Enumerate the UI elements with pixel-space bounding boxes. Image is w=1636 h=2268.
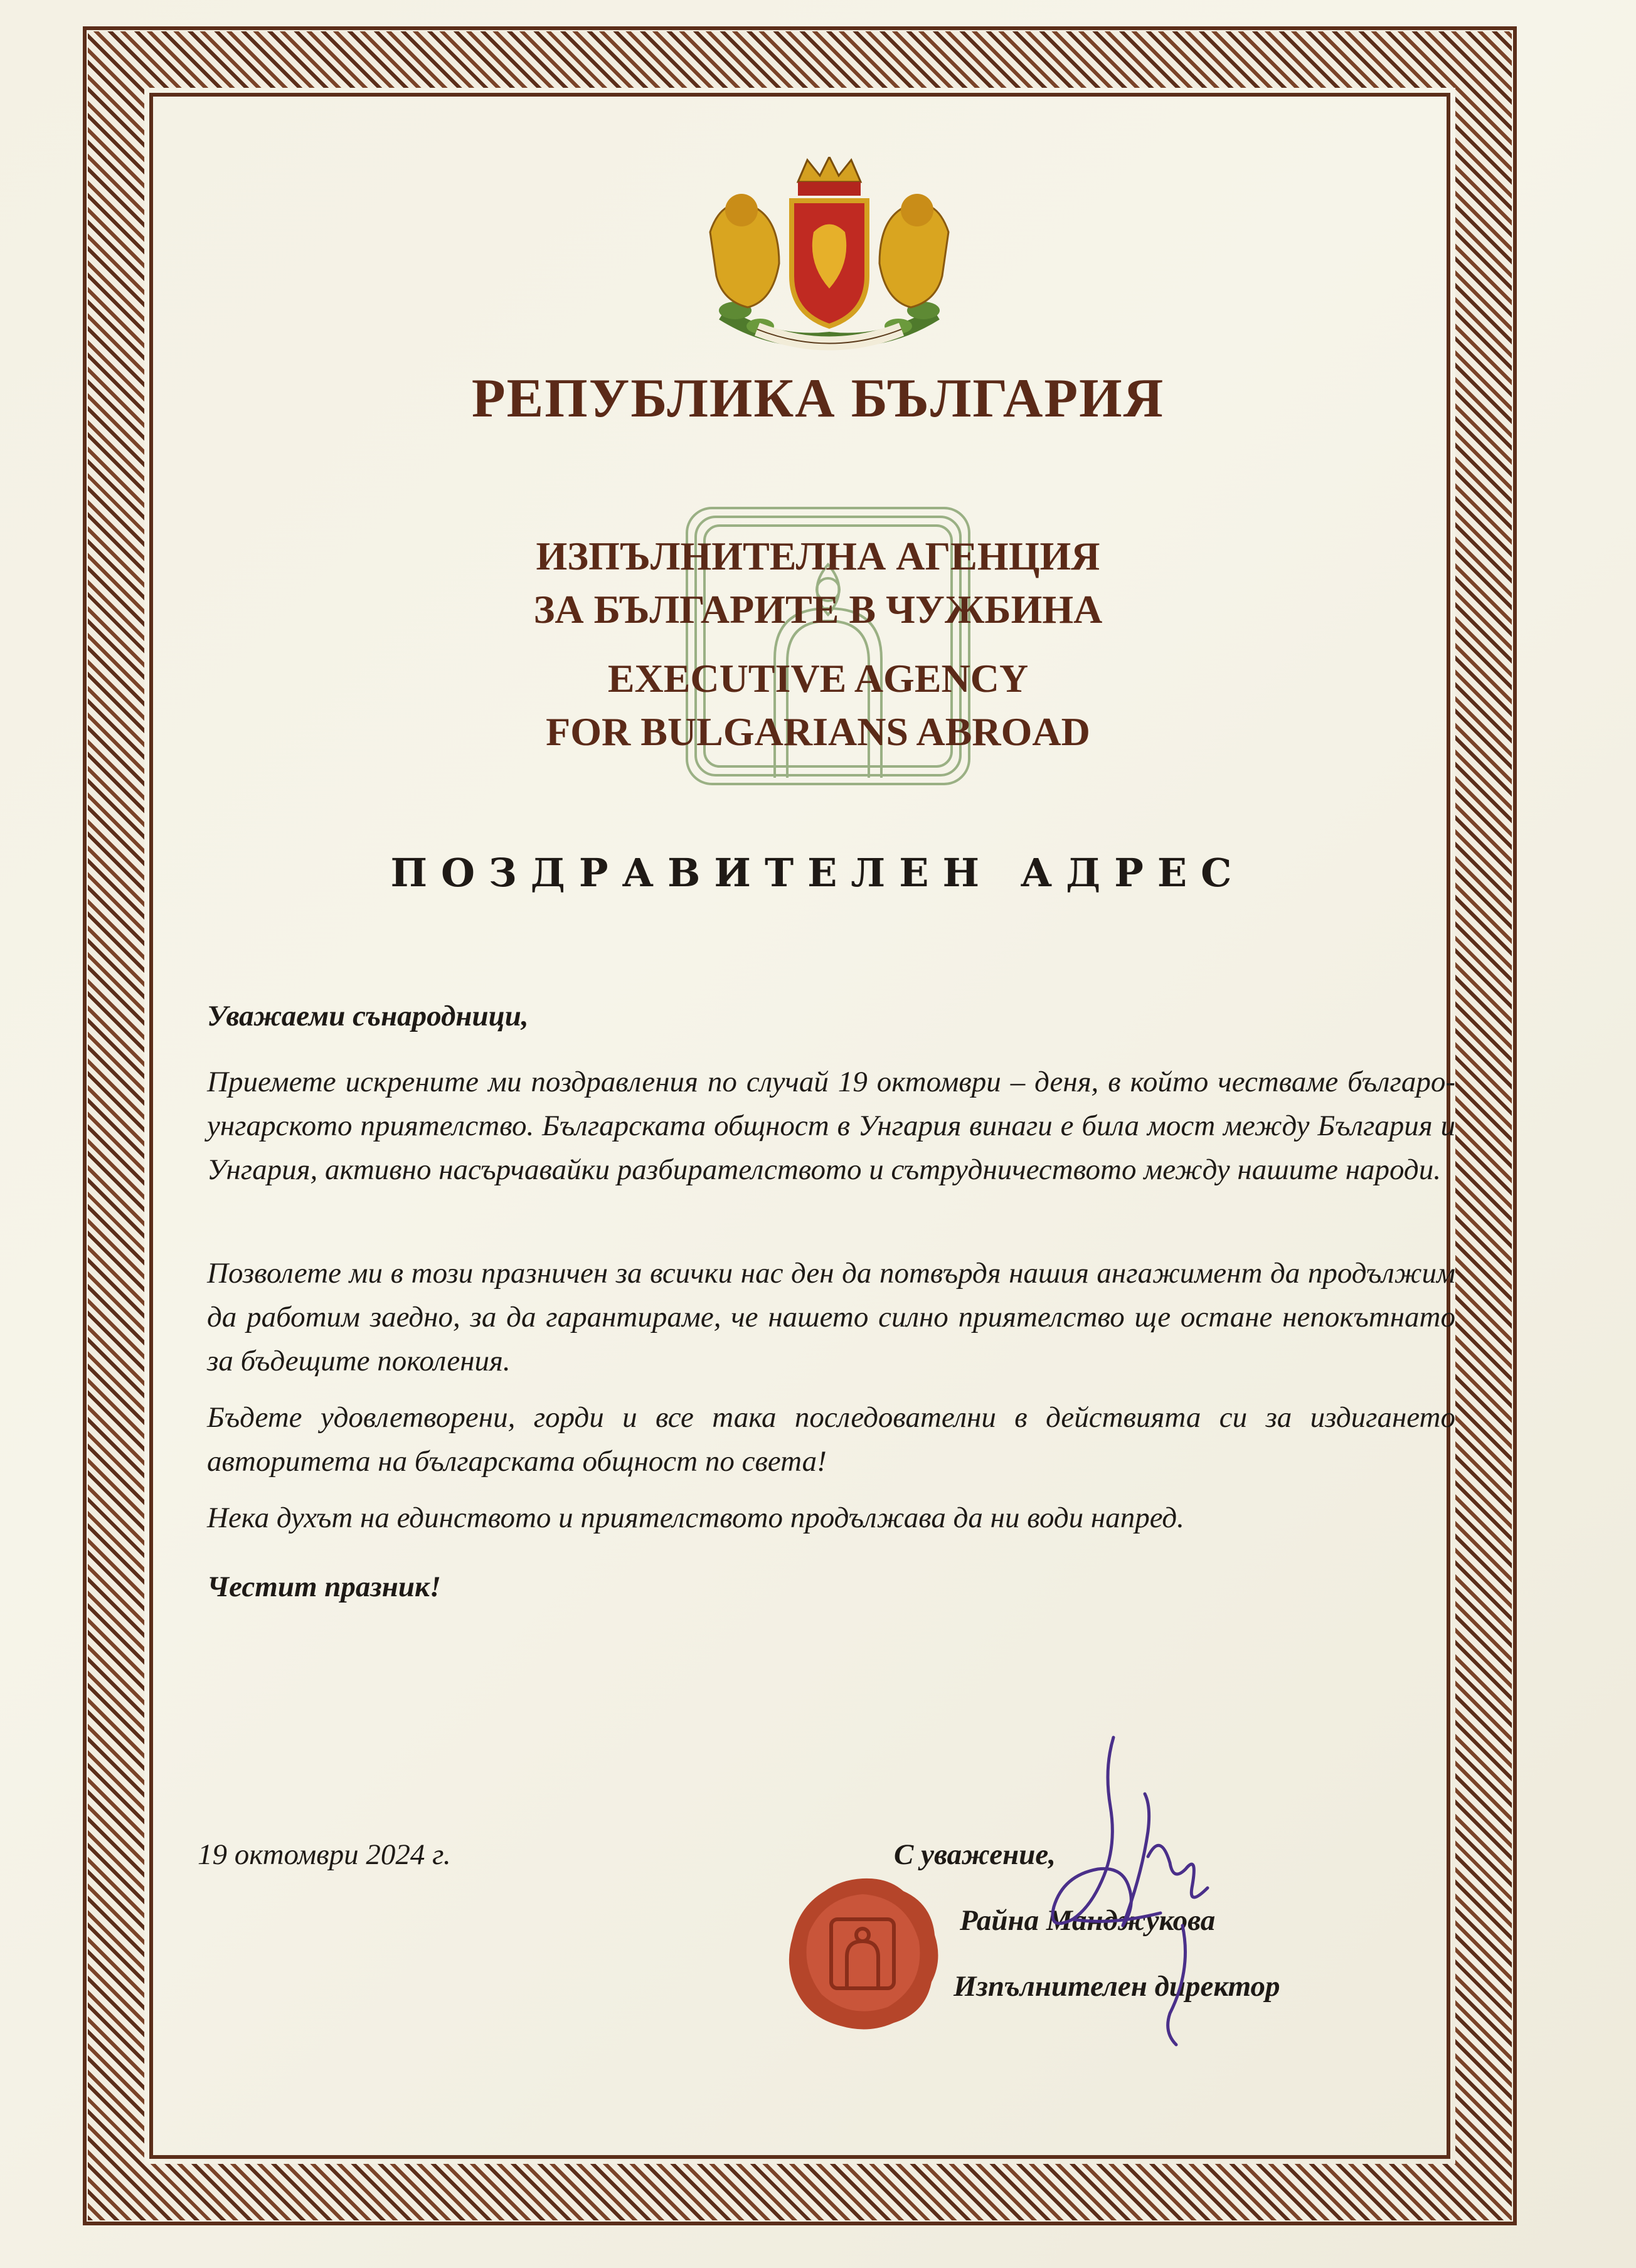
document-title: ПОЗДРАВИТЕЛЕН АДРЕС [390, 850, 1246, 896]
country-heading: РЕПУБЛИКА БЪЛГАРИЯ [471, 368, 1165, 429]
agency-name-en-line2: FOR BULGARIANS ABROAD [546, 709, 1090, 754]
signer-name: Райна Манджукова [960, 1904, 1216, 1937]
coat-of-arms-icon [698, 157, 961, 358]
paragraph-2: Позволете ми в този празничен за всички нас ден да потвърдя нашия ангажимент да продължим да работим заедно, за да гарантираме, че нашето силно приятелство ще остане непокътнато за бъдещите поколения. [207, 1257, 1455, 1377]
agency-name-bg-line1: ИЗПЪЛНИТЕЛНА АГЕНЦИЯ [536, 534, 1100, 578]
agency-name-bg-line2: ЗА БЪЛГАРИТЕ В ЧУЖБИНА [533, 587, 1103, 632]
signer-title: Изпълнителен директор [953, 1970, 1280, 2003]
paragraph-3: Бъдете удовлетворени, горди и все така последователни в действията си за издигането авторитета на българската общност по света! [207, 1401, 1455, 1478]
regards-line: С уважение, [894, 1838, 1056, 1871]
agency-name-en-line1: EXECUTIVE AGENCY [607, 656, 1029, 701]
paragraph-4: Нека духът на единството и приятелството продължава да ни води напред. [207, 1502, 1184, 1534]
paragraph-1: Приемете искрените ми поздравления по случай 19 октомври – деня, в който честваме българо-унгарското приятелство. Българската общност в Унгария винаги е била мост между България и Унгария, активно насърчавайки разбирателството и сътрудничеството между нашите народи. [207, 1066, 1455, 1186]
signature-icon [1035, 1719, 1248, 2057]
wax-seal-icon [781, 1872, 944, 2035]
greeting: Уважаеми сънародници, [207, 1000, 529, 1032]
closing-wish: Честит празник! [207, 1571, 442, 1603]
document-date: 19 октомври 2024 г. [198, 1838, 451, 1871]
